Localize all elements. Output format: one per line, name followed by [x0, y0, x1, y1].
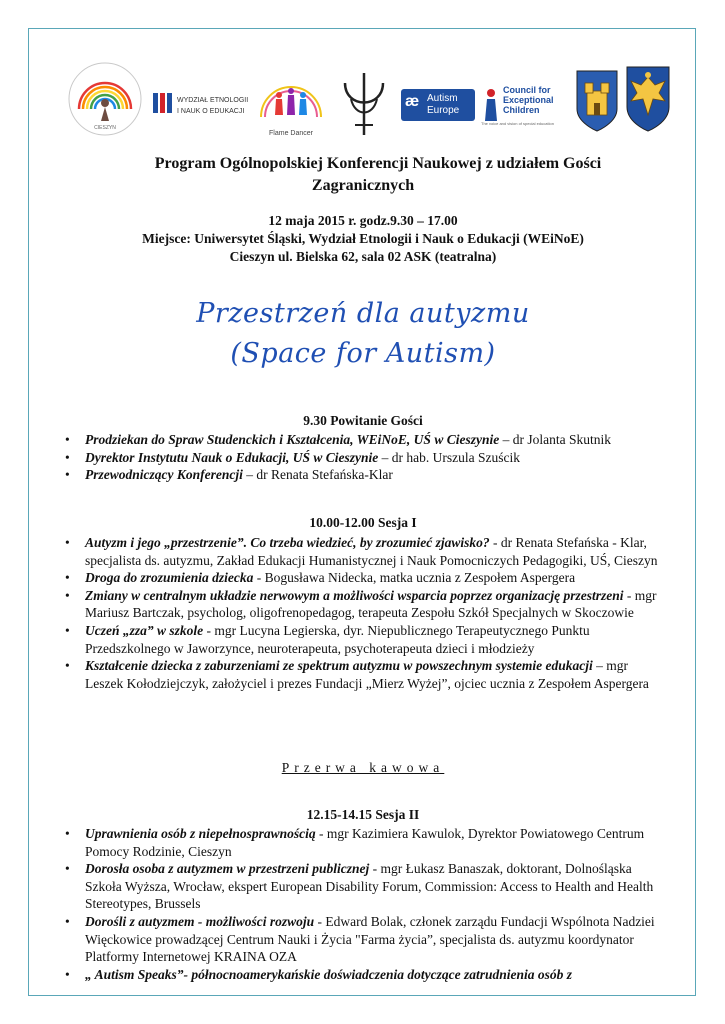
wydzial-line-2: I NAUK O EDUKACJI: [177, 108, 245, 115]
logo-row: [65, 55, 665, 155]
welcome-list: [59, 431, 669, 484]
council-figure-icon: [481, 87, 501, 123]
item-detail: - mgr Kazimiera Kawulok, Dyrektor Powiatowego Centrum Pomocy Rodzinie, Cieszyn: [85, 826, 645, 859]
item-title: Przewodniczący Konferencji: [85, 467, 243, 483]
autism-europe-logo: [401, 89, 475, 121]
item-title: Dyrektor Instytutu Nauk o Edukacji, UŚ w Cieszynie: [85, 449, 379, 465]
item-title: Uczeń „zza” w szkole: [85, 622, 204, 638]
autism-europe-mark: æ: [405, 93, 420, 110]
item-detail: – dr Renata Stefańska-Klar: [242, 467, 393, 483]
list-item: [59, 569, 669, 587]
wydzial-logo: [153, 87, 249, 121]
session1-heading: 10.00-12.00 Sesja I: [309, 515, 417, 530]
list-item: [59, 587, 669, 622]
rainbow-circle-logo: [65, 59, 145, 139]
item-detail: – mgr Leszek Kołodziejczyk, założyciel i prezes Fundacji „Mierz Wyżej”, ojciec ucznia z Zespołem Aspergera: [85, 658, 649, 691]
item-title: Dorosła osoba z autyzmem w przestrzeni publicznej: [85, 861, 370, 877]
list-item: [59, 657, 669, 692]
conference-title-en: (Space for Autism): [230, 338, 496, 369]
coffee-break: Przerwa kawowa: [281, 760, 445, 775]
item-title: Uprawnienia osób z niepełnosprawnością: [85, 826, 316, 841]
cieszyn-coat-of-arms: [575, 65, 619, 135]
list-item: [59, 431, 669, 449]
item-detail: - dr Renata Stefańska - Klar, specjalista ds. autyzmu, Zakład Edukacji Humanistycznej i Nauk Pomocniczych Pedagogiki, UŚ, Cieszyn: [85, 535, 658, 568]
psychology-emblem-logo: [337, 69, 391, 139]
item-title: Kształcenie dziecka z zaburzeniami ze spektrum autyzmu w powszechnym systemie edukacji: [85, 658, 593, 674]
item-title: Prodziekan do Spraw Studenckich i Kształcenia, WEiNoE, UŚ w Cieszynie: [85, 432, 500, 447]
council-line-1: Council for: [503, 85, 551, 95]
item-detail: – dr hab. Urszula Szuścik: [378, 449, 521, 465]
program-title-line-2: Zagranicznych: [311, 177, 415, 194]
item-title: Zmiany w centralnym układzie nerwowym a możliwości wsparcia poprzez organizację przestrzeni: [85, 587, 624, 603]
list-item: [59, 449, 669, 467]
session1-list: [59, 534, 669, 692]
flame-dancer-logo: [255, 59, 327, 141]
item-title: Autyzm i jego „przestrzenie”. Co trzeba wiedzieć, by zrozumieć zjawisko?: [85, 535, 490, 550]
eagle-coat-of-arms: [625, 61, 671, 135]
item-detail: - mgr Lucyna Legierska, dyr. Niepublicznego Terapeutycznego Punktu Przedszkolnego w Jaworzynce, neuroterapeuta, psychoterapeuta dzieci i młodzieży: [85, 622, 590, 656]
welcome-heading: 9.30 Powitanie Gości: [303, 413, 423, 428]
item-detail: – dr Jolanta Skutnik: [499, 432, 611, 447]
list-item: [59, 466, 669, 484]
council-tagline: The voice and vision of special education: [481, 121, 554, 126]
item-detail: - mgr Łukasz Banaszak, doktorant, Dolnośląska Szkoła Wyższa, Wrocław, ekspert European Disability Forum, Commission: Access to Health and Health Stereotypes, Brussels: [85, 861, 654, 912]
program-title-line-1: Program Ogólnopolskiej Konferencji Naukowej z udziałem Gości: [154, 155, 602, 172]
list-item: [59, 860, 669, 913]
council-line-3: Children: [503, 105, 540, 115]
list-item: [59, 966, 669, 984]
circle-logo-caption: CIESZYN: [94, 125, 116, 131]
item-title: Dorośli z autyzmem - możliwości rozwoju: [85, 913, 315, 929]
list-item: [59, 913, 669, 966]
item-detail: - mgr Mariusz Bartczak, psycholog, oligofrenopedagog, terapeuta Zespołu Szkół Specjalnych w Skoczowie: [85, 587, 657, 621]
list-item: [59, 825, 669, 860]
wydzial-line-1: WYDZIAŁ ETNOLOGII: [177, 97, 249, 104]
conference-date: 12 maja 2015 r. godz.9.30 – 17.00: [268, 213, 458, 228]
conference-title-pl: Przestrzeń dla autyzmu: [196, 298, 530, 329]
autism-europe-line-1: Autism: [427, 93, 458, 104]
council-line-2: Exceptional: [503, 95, 554, 105]
page-border: [28, 28, 696, 996]
autism-europe-line-2: Europe: [427, 105, 460, 116]
item-title: „ Autism Speaks”- północnoamerykańskie doświadczenia dotyczące zatrudnienia osób z: [85, 966, 573, 982]
session2-heading: 12.15-14.15 Sesja II: [306, 807, 420, 822]
item-title: Droga do zrozumienia dziecka: [85, 570, 254, 586]
conference-address: Cieszyn ul. Bielska 62, sala 02 ASK (teatralna): [229, 249, 497, 264]
list-item: [59, 534, 669, 569]
council-logo: [481, 85, 573, 129]
conference-place: Miejsce: Uniwersytet Śląski, Wydział Etnologii i Nauk o Edukacji (WEiNoE): [142, 231, 584, 246]
session2-list: [59, 825, 669, 983]
flame-dancer-caption: Flame Dancer: [269, 130, 313, 137]
item-detail: - Edward Bolak, członek zarządu Fundacji Wspólnota Nadziei Więckowice prowadzącej Centrum Nauki i Życia "Farma życia”, specjalista ds. autyzmu koordynator Platformy Internetowej KRAINA OZA: [85, 913, 655, 965]
list-item: [59, 622, 669, 657]
item-detail: - Bogusława Nidecka, matka ucznia z Zespołem Aspergera: [253, 570, 576, 586]
